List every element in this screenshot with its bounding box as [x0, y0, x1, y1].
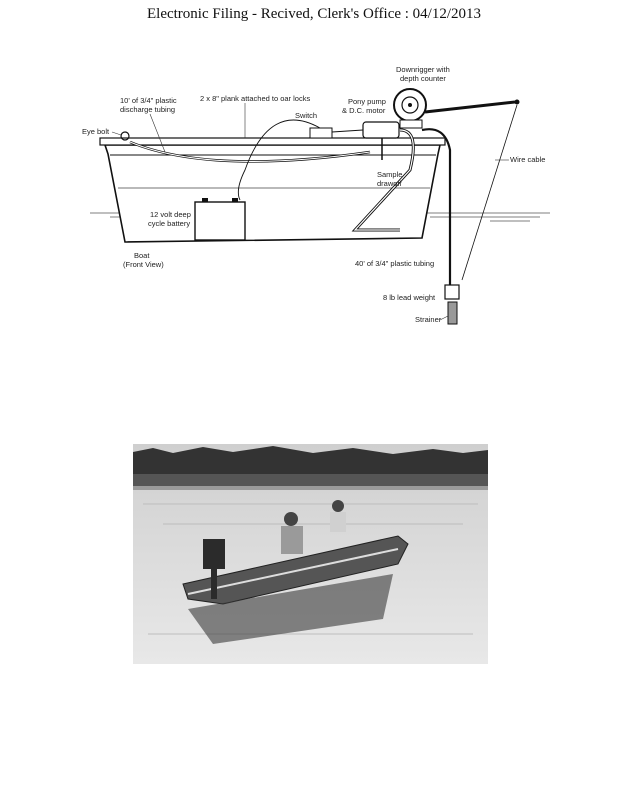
label-pump-1: Pony pump: [348, 97, 386, 106]
label-downrigger-2: depth counter: [400, 74, 446, 83]
downrigger: [394, 89, 520, 128]
label-eye-bolt: Eye bolt: [82, 127, 110, 136]
person-2: [332, 500, 344, 512]
label-discharge-2: discharge tubing: [120, 105, 176, 114]
label-boat-2: (Front View): [123, 260, 164, 269]
label-sample-1: Sample: [377, 170, 403, 179]
label-battery-1: 12 volt deep: [150, 210, 191, 219]
outboard-motor: [203, 539, 225, 569]
label-discharge-1: 10' of 3/4" plastic: [120, 96, 177, 105]
electronic-filing-header: Electronic Filing - Recived, Clerk's Office : 04/12/2013: [146, 6, 482, 22]
label-plank: 2 x 8" plank attached to oar locks: [200, 94, 311, 103]
pony-pump: [363, 122, 399, 138]
wire-cable: [462, 105, 517, 280]
strainer: [448, 302, 457, 324]
plank: [100, 138, 445, 145]
label-wire-cable: Wire cable: [510, 155, 546, 164]
label-boat-1: Boat: [134, 251, 150, 260]
battery: [195, 202, 245, 240]
label-sample-2: drawoff: [377, 179, 402, 188]
label-weight: 8 lb lead weight: [383, 293, 436, 302]
label-battery-2: cycle battery: [148, 219, 191, 228]
label-intake: 40' of 3/4" plastic tubing: [355, 259, 435, 268]
label-pump-2: & D.C. motor: [342, 106, 386, 115]
boat-photograph: [133, 444, 488, 664]
label-switch: Switch: [295, 111, 318, 120]
label-downrigger-1: Downrigger with: [396, 65, 450, 74]
person-1: [284, 512, 298, 526]
switch: [310, 128, 332, 138]
sampling-boat-diagram: [70, 60, 560, 350]
label-strainer: Strainer: [415, 315, 442, 324]
lead-weight: [445, 285, 459, 299]
